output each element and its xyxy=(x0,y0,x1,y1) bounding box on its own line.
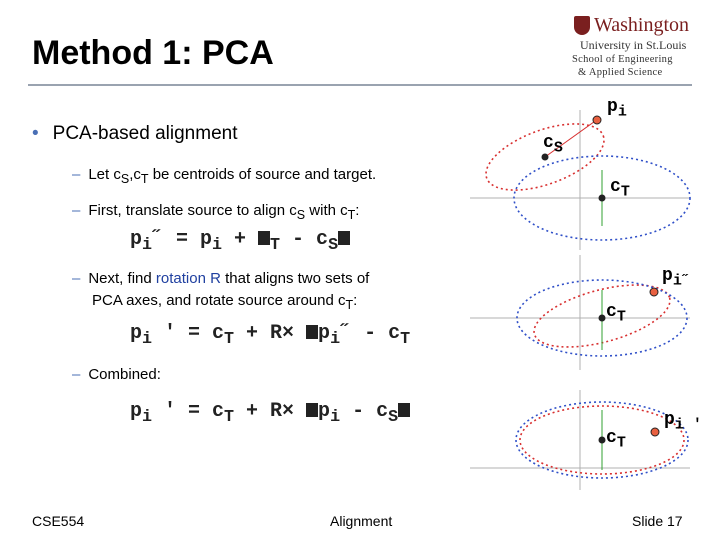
centroid-ct xyxy=(599,195,606,202)
label-text: c xyxy=(610,177,621,197)
bullet-dot-icon: • xyxy=(32,123,39,144)
eq-term: - c xyxy=(280,228,329,251)
eq-sub: T xyxy=(400,330,411,349)
text: ,c xyxy=(129,166,141,183)
dash-icon: – xyxy=(72,166,81,183)
eq-term: p xyxy=(318,400,331,423)
eq-sub: S xyxy=(328,236,339,255)
eq-sub: i xyxy=(330,408,341,427)
dash-icon: – xyxy=(72,366,81,383)
text: with c xyxy=(305,202,348,219)
logo-line-3: School of Engineering xyxy=(572,54,673,65)
dash-icon: – xyxy=(72,202,81,219)
eq-term: + R× xyxy=(234,322,307,345)
eq-term: ˝ - c xyxy=(340,322,401,345)
label-ct-3 xyxy=(606,428,626,452)
eq-term: p xyxy=(130,228,143,251)
logo-line-1: Washington xyxy=(594,14,690,36)
text: Next, find xyxy=(88,270,156,287)
eq-sub: i xyxy=(142,408,153,427)
logo-line-2: University in St.Louis xyxy=(580,38,687,52)
text: that aligns two sets of xyxy=(220,270,370,287)
eq-sub: i xyxy=(142,330,153,349)
centroid-ct xyxy=(599,437,606,444)
subscript: T xyxy=(345,298,354,312)
highlight-text: rotation R xyxy=(155,270,221,287)
label-ct-2 xyxy=(606,302,626,326)
dash-icon: – xyxy=(72,270,81,287)
eq-sub: i xyxy=(142,236,153,255)
label-text: c xyxy=(606,302,617,322)
eq-term: ' = c xyxy=(152,400,225,423)
text: Let c xyxy=(88,166,121,183)
slide-title: Method 1: PCA xyxy=(32,34,274,72)
label-pi-1 xyxy=(607,97,627,121)
subscript: T xyxy=(347,208,356,222)
label-ct-1 xyxy=(610,177,630,201)
label-sub: T xyxy=(616,308,626,326)
label-text: c xyxy=(543,133,554,153)
footer-slide-number: Slide 17 xyxy=(632,513,683,529)
figure-panel-2 xyxy=(470,255,690,370)
point-pi xyxy=(650,288,658,296)
subscript: S xyxy=(120,172,130,186)
figure-panel-3 xyxy=(470,390,690,490)
text: : xyxy=(355,202,360,219)
label-sub: S xyxy=(553,139,563,157)
label-text: p xyxy=(662,266,673,286)
point-pi xyxy=(593,116,601,124)
label-text: p xyxy=(664,410,675,430)
eq-term: + xyxy=(222,228,259,251)
text: be centroids of source and target. xyxy=(148,166,377,183)
label-sub: i˝ xyxy=(672,272,691,290)
bullet-text: PCA-based alignment xyxy=(52,123,238,144)
label-pi-3 xyxy=(664,410,702,434)
eq-term: p xyxy=(318,322,331,345)
label-text: p xyxy=(607,97,618,117)
eq-sub: T xyxy=(270,236,281,255)
footer-topic: Alignment xyxy=(330,513,393,529)
text: PCA axes, and rotate source around c xyxy=(92,292,346,309)
label-sub: T xyxy=(616,434,626,452)
point-pi xyxy=(651,428,659,436)
subscript: T xyxy=(140,172,149,186)
eq-term: - c xyxy=(340,400,389,423)
label-pi-2 xyxy=(662,266,691,290)
label-sub: T xyxy=(620,183,630,201)
label-cs xyxy=(543,133,563,157)
eq-sub: i xyxy=(212,236,223,255)
label-text: c xyxy=(606,428,617,448)
logo-line-4: & Applied Science xyxy=(578,67,663,78)
subscript: S xyxy=(296,208,306,222)
centroid-ct xyxy=(599,315,606,322)
figure-panel-1 xyxy=(470,110,690,250)
text: : xyxy=(353,292,358,309)
eq-sub: i xyxy=(330,330,341,349)
text: Combined: xyxy=(88,366,161,383)
label-sub: i ' xyxy=(674,416,702,434)
eq-sub: T xyxy=(224,330,235,349)
label-sub: i xyxy=(617,103,627,121)
eq-sub: T xyxy=(224,408,235,427)
eq-term: p xyxy=(130,322,143,345)
eq-term: + R× xyxy=(234,400,307,423)
eq-term: p xyxy=(130,400,143,423)
text: First, translate source to align c xyxy=(88,202,297,219)
eq-sub: S xyxy=(388,408,399,427)
eq-term: ' = c xyxy=(152,322,225,345)
eq-term: ˝ = p xyxy=(152,228,213,251)
footer-course: CSE554 xyxy=(32,513,85,529)
